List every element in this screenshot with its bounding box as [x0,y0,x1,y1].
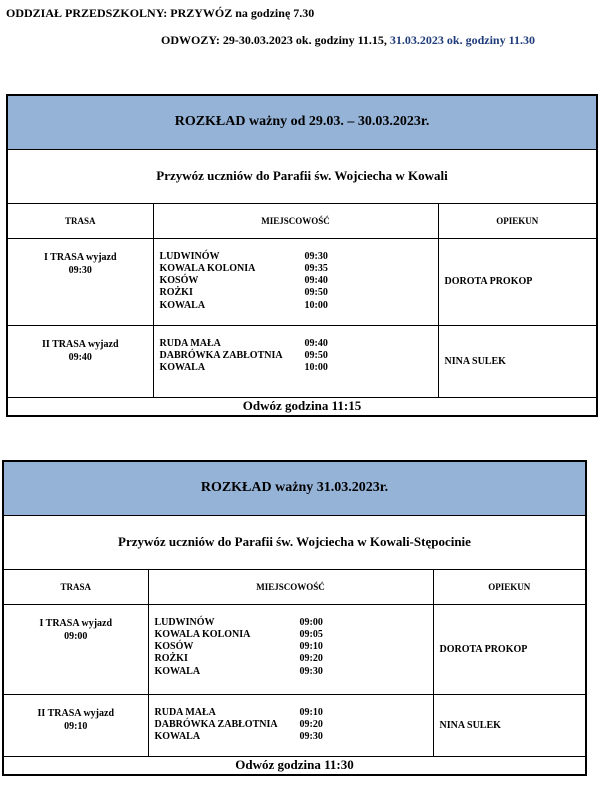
stop-place: LUDWINÓW [154,616,215,628]
stop-time: 09:10 [299,706,323,718]
stop-place: KOWALA [159,299,206,311]
stop-time: 09:00 [299,616,323,628]
stop-time: 09:10 [299,641,323,653]
stop-row [160,275,438,287]
stop-place: RUDA MAŁA [159,337,221,349]
stop-row [155,719,433,731]
stop-time: 09:50 [304,287,328,299]
route-row [3,604,586,694]
guard-cell: DOROTA PROKOP [433,604,586,694]
route-cell [3,694,148,756]
stop-row [155,707,433,719]
route-name: I TRASA wyjazd [43,251,117,263]
column-header-guard: OPIEKUN [433,569,586,604]
schedule-subtitle: Przywóz uczniów do Parafii św. Wojciecha w Kowali [7,149,597,203]
stop-place: KOSÓW [159,275,199,287]
stop-row [155,653,433,665]
stops-cell [148,694,433,756]
stop-row [160,263,438,275]
stop-place: DABRÓWKA ZABŁOTNIA [154,718,278,730]
stop-time: 09:05 [299,628,323,640]
route-time: 09:40 [68,351,92,363]
stop-place: ROŻKI [159,287,193,299]
stops-cell [153,325,438,397]
stop-time: 10:00 [304,362,328,374]
header-line-1: ODDZIAŁ PRZEDSZKOLNY: PRZYWÓZ na godzinę 7.30 [6,6,315,20]
stop-place: ROŻKI [154,653,188,665]
route-name: I TRASA wyjazd [39,617,113,629]
schedule-footer: Odwóz godzina 11:15 [7,397,597,416]
stop-place: DABRÓWKA ZABŁOTNIA [159,349,283,361]
stop-time: 09:20 [299,718,323,730]
stop-place: KOWALA [154,731,201,743]
stop-place: KOWALA [159,362,206,374]
route-name: II TRASA wyjazd [37,707,114,719]
header-line-2 [161,33,535,48]
stops-cell [153,238,438,325]
route-row [7,325,597,397]
stop-row [160,300,438,312]
schedule-subtitle: Przywóz uczniów do Parafii św. Wojciecha w Kowali-Stępocinie [3,515,586,569]
stops-cell [148,604,433,694]
column-header-place: MIEJSCOWOŚĆ [153,203,438,238]
route-time: 09:10 [64,720,88,732]
stop-time: 10:00 [304,299,328,311]
route-name: II TRASA wyjazd [42,338,119,350]
stop-time: 09:50 [304,349,328,361]
schedule-table-2 [2,460,587,776]
stop-place: KOWALA [154,665,201,677]
header-line-2-part-b: 31.03.2023 ok. godziny 11.30 [389,33,535,47]
schedule-title: ROZKŁAD ważny 31.03.2023r. [3,461,586,515]
stop-row [160,251,438,263]
stop-place: KOWALA KOLONIA [154,628,251,640]
stop-place: KOWALA KOLONIA [159,262,256,274]
route-cell [7,238,153,325]
stop-time: 09:30 [304,250,328,262]
route-row [7,238,597,325]
stop-place: LUDWINÓW [159,250,220,262]
stop-time: 09:20 [299,653,323,665]
stop-row [155,629,433,641]
stop-place: KOSÓW [154,641,194,653]
route-row [3,694,586,756]
column-header-place: MIEJSCOWOŚĆ [148,569,433,604]
schedule-table-1 [6,94,598,417]
stop-time: 09:40 [304,337,328,349]
guard-cell: NINA SULEK [433,694,586,756]
header-line-2-part-a: ODWOZY: 29-30.03.2023 ok. godziny 11.15, [161,33,387,47]
route-time: 09:00 [64,630,88,642]
stop-row [160,350,438,362]
column-header-route: TRASA [3,569,148,604]
schedule-title: ROZKŁAD ważny od 29.03. – 30.03.2023r. [7,95,597,149]
stop-row [160,362,438,374]
route-cell [7,325,153,397]
route-cell [3,604,148,694]
stop-row [155,617,433,629]
stop-time: 09:30 [299,665,323,677]
stop-time: 09:30 [299,731,323,743]
schedule-footer: Odwóz godzina 11:30 [3,756,586,775]
stop-row [155,731,433,743]
stop-time: 09:40 [304,275,328,287]
route-time: 09:30 [68,264,92,276]
guard-cell: NINA SULEK [438,325,597,397]
stop-row [155,641,433,653]
guard-cell: DOROTA PROKOP [438,238,597,325]
stop-row [155,666,433,678]
column-header-guard: OPIEKUN [438,203,597,238]
stop-row [160,287,438,299]
stop-place: RUDA MAŁA [154,706,216,718]
column-header-route: TRASA [7,203,153,238]
stop-row [160,338,438,350]
stop-time: 09:35 [304,262,328,274]
